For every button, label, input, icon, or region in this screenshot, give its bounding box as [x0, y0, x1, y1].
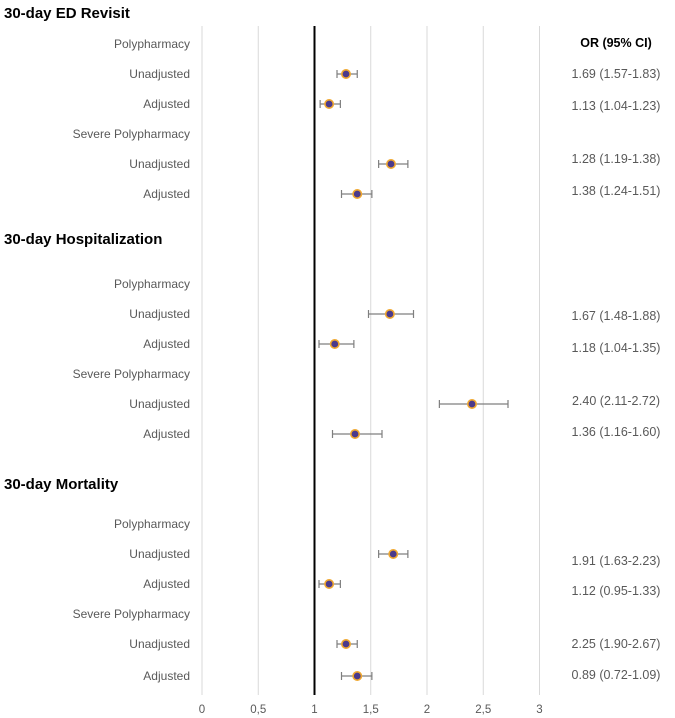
point-estimate	[351, 430, 359, 438]
row-label: Adjusted	[143, 427, 190, 441]
or-value-label: 1.28 (1.19-1.38)	[571, 152, 661, 166]
x-tick-label: 2,5	[475, 704, 492, 716]
or-value-label: 1.13 (1.04-1.23)	[571, 99, 661, 113]
point-estimate	[387, 160, 395, 168]
point-estimate	[342, 70, 350, 78]
row-label: Unadjusted	[129, 637, 190, 651]
section-title: 30-day Mortality	[4, 476, 119, 493]
point-estimate	[389, 550, 397, 558]
row-label: Adjusted	[143, 187, 190, 201]
or-value-label: 1.91 (1.63-2.23)	[571, 554, 661, 568]
x-tick-label: 1,5	[362, 704, 379, 716]
point-estimate	[386, 310, 394, 318]
or-value-label: 1.38 (1.24-1.51)	[571, 184, 661, 198]
section-title: 30-day Hospitalization	[4, 231, 163, 248]
row-label: Adjusted	[143, 337, 190, 351]
x-tick-label: 0	[198, 704, 206, 716]
section-title: 30-day ED Revisit	[4, 5, 130, 22]
row-label: Polypharmacy	[113, 517, 190, 531]
or-value-label: 2.40 (2.11-2.72)	[571, 394, 661, 408]
or-value-label: 1.36 (1.16-1.60)	[571, 425, 661, 439]
row-label: Unadjusted	[129, 67, 190, 81]
or-value-label: 1.12 (0.95-1.33)	[571, 584, 661, 598]
or-value-label: 1.67 (1.48-1.88)	[571, 309, 661, 323]
point-estimate	[468, 400, 476, 408]
row-label: Unadjusted	[129, 397, 190, 411]
row-label: Adjusted	[143, 97, 190, 111]
or-value-label: 2.25 (1.90-2.67)	[571, 637, 661, 651]
x-tick-label: 0,5	[250, 704, 267, 716]
row-label: Polypharmacy	[113, 37, 190, 51]
point-estimate	[353, 672, 361, 680]
row-label: Severe Polypharmacy	[72, 127, 190, 141]
x-tick-label: 3	[536, 704, 543, 716]
row-label: Adjusted	[143, 669, 190, 683]
row-label: Severe Polypharmacy	[72, 607, 190, 621]
row-label: Polypharmacy	[113, 277, 190, 291]
point-estimate	[331, 340, 339, 348]
row-label: Unadjusted	[129, 547, 190, 561]
or-value-label: 0.89 (0.72-1.09)	[571, 668, 661, 682]
or-column-header: OR (95% CI)	[580, 36, 652, 50]
x-tick-label: 1	[311, 704, 318, 716]
point-estimate	[325, 100, 333, 108]
row-label: Unadjusted	[129, 157, 190, 171]
row-label: Adjusted	[143, 577, 190, 591]
row-label: Unadjusted	[129, 307, 190, 321]
point-estimate	[342, 640, 350, 648]
point-estimate	[353, 190, 361, 198]
point-estimate	[325, 580, 333, 588]
x-tick-label: 2	[423, 704, 431, 716]
or-value-label: 1.18 (1.04-1.35)	[571, 341, 661, 355]
or-value-label: 1.69 (1.57-1.83)	[571, 67, 661, 81]
row-label: Severe Polypharmacy	[72, 367, 190, 381]
